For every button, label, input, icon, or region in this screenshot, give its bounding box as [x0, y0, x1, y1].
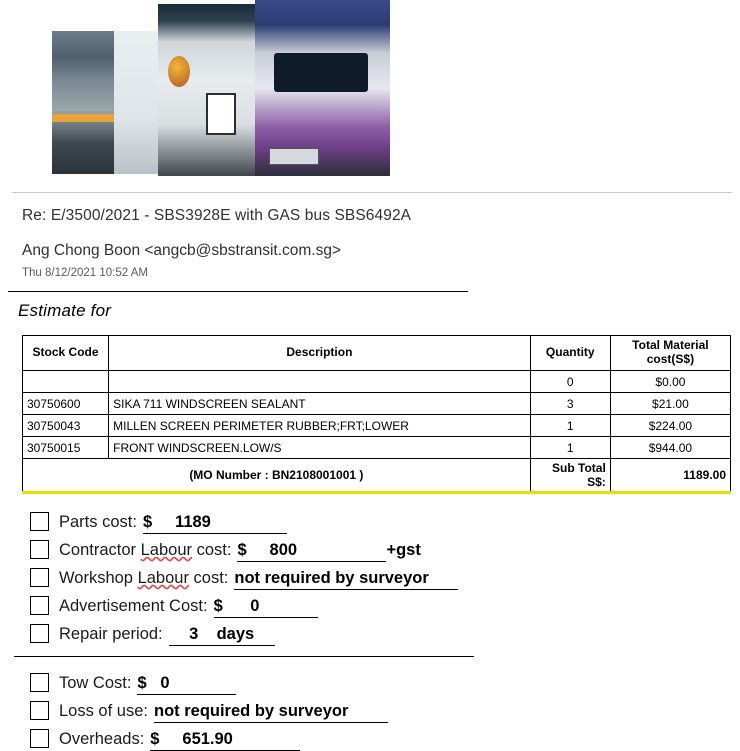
cell-cost: $224.00 — [610, 415, 730, 437]
cell-description: SIKA 711 WINDSCREEN SEALANT — [109, 393, 531, 415]
label-parts-cost: Parts cost: — [59, 513, 137, 531]
bus-front-photo[interactable] — [255, 0, 390, 176]
cell-description: MILLEN SCREEN PERIMETER RUBBER;FRT;LOWER — [109, 415, 531, 437]
checklist-row-workshop-labour-cost — [30, 564, 740, 590]
cell-stock-code — [23, 371, 109, 393]
cell-quantity: 3 — [530, 393, 610, 415]
bus-door-photo[interactable] — [158, 4, 258, 176]
cell-subtotal-value: 1189.00 — [610, 459, 730, 493]
table-header-row — [23, 336, 731, 371]
label-workshop-labour-cost: Workshop Labour cost: — [59, 568, 229, 587]
email-header — [22, 207, 740, 279]
checklist-row-parts-cost — [30, 508, 740, 534]
table-row — [23, 371, 731, 393]
table-row — [23, 437, 731, 459]
checkbox-parts-cost[interactable] — [30, 512, 49, 531]
column-header-description: Description — [109, 336, 531, 371]
cell-cost: $944.00 — [610, 437, 730, 459]
cell-description — [109, 371, 531, 393]
label-tow-cost: Tow Cost: — [59, 673, 132, 692]
email-sender: Ang Chong Boon <angcb@sbstransit.com.sg> — [22, 242, 342, 259]
checklist-row-tow-cost — [30, 669, 740, 695]
estimate-table — [22, 335, 731, 494]
checklist-row-repair-period — [30, 620, 740, 646]
cell-cost: $0.00 — [610, 371, 730, 393]
value-workshop-labour-cost[interactable]: not required by surveyor — [234, 569, 458, 590]
checkbox-advertisement-cost[interactable] — [30, 596, 49, 615]
value-tow-cost[interactable]: $ 0 — [137, 674, 236, 695]
column-header-total-material-cost: Total Material cost(S$) — [610, 336, 730, 371]
cell-quantity: 0 — [530, 371, 610, 393]
checkbox-repair-period[interactable] — [30, 624, 49, 643]
value-repair-period[interactable]: 3 days — [169, 625, 275, 646]
column-header-stock-code: Stock Code — [23, 336, 109, 371]
label-advertisement-cost: Advertisement Cost: — [59, 596, 208, 615]
label-contractor-labour-cost: Contractor Labour cost: — [59, 540, 232, 559]
cell-cost: $21.00 — [610, 393, 730, 415]
checkbox-contractor-labour-cost[interactable] — [30, 540, 49, 559]
cell-mo-number: (MO Number : BN2108001001 ) — [23, 459, 531, 493]
cell-subtotal-label: Sub Total S$: — [530, 459, 610, 493]
suffix-contractor-gst: +gst — [386, 540, 421, 559]
checklist-row-overheads — [30, 725, 740, 751]
cost-checklist-secondary — [30, 669, 740, 751]
estimate-heading: Estimate for — [18, 301, 112, 320]
label-repair-period: Repair period: — [59, 624, 163, 643]
checklist-row-contractor-labour-cost — [30, 536, 740, 562]
cell-stock-code: 30750015 — [23, 437, 109, 459]
cell-stock-code: 30750600 — [23, 393, 109, 415]
value-advertisement-cost[interactable]: $ 0 — [214, 597, 318, 618]
table-total-row — [23, 459, 731, 493]
table-row — [23, 393, 731, 415]
column-header-quantity: Quantity — [530, 336, 610, 371]
value-parts-cost[interactable]: $ 1189 — [143, 513, 287, 534]
email-subject: Re: E/3500/2021 - SBS3928E with GAS bus SBS6492A — [22, 207, 412, 224]
checkbox-loss-of-use[interactable] — [30, 701, 49, 720]
cell-quantity: 1 — [530, 415, 610, 437]
value-contractor-labour-cost[interactable]: $ 800 — [237, 541, 386, 562]
label-overheads: Overheads: — [59, 729, 145, 748]
divider-middle — [14, 656, 474, 657]
checkbox-workshop-labour-cost[interactable] — [30, 568, 49, 587]
cost-checklist-primary — [30, 508, 740, 646]
value-overheads[interactable]: $ 651.90 — [150, 730, 300, 751]
photo-attachment-strip — [12, 0, 732, 193]
label-loss-of-use: Loss of use: — [59, 701, 148, 720]
checklist-row-advertisement-cost — [30, 592, 740, 618]
cell-stock-code: 30750043 — [23, 415, 109, 437]
checklist-row-loss-of-use — [30, 697, 740, 723]
cell-quantity: 1 — [530, 437, 610, 459]
divider-top — [8, 291, 468, 292]
checkbox-tow-cost[interactable] — [30, 673, 49, 692]
table-row — [23, 415, 731, 437]
checkbox-overheads[interactable] — [30, 729, 49, 748]
bus-side-photo[interactable] — [52, 31, 162, 174]
value-loss-of-use[interactable]: not required by surveyor — [154, 702, 388, 723]
cell-description: FRONT WINDSCREEN.LOW/S — [109, 437, 531, 459]
email-date: Thu 8/12/2021 10:52 AM — [22, 267, 148, 279]
